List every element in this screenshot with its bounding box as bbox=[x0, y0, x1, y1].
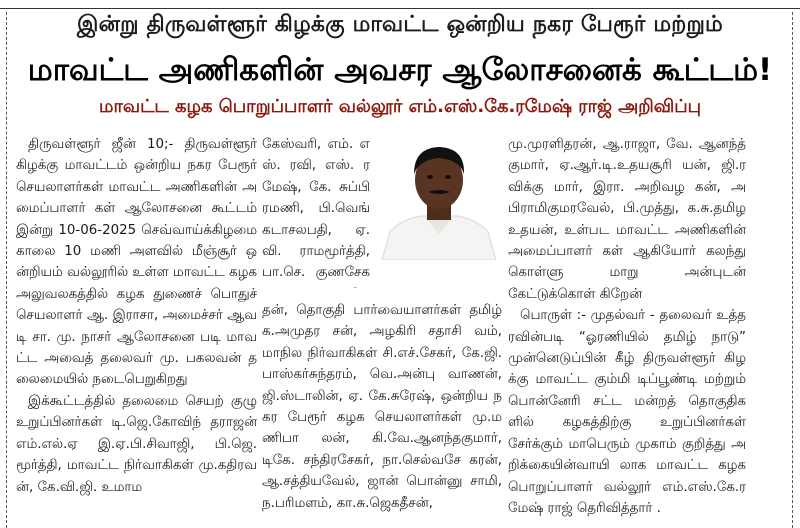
subheadline: மாவட்ட கழக பொறுப்பாளர் வல்லூர் எம்.எஸ்.கே.ரமேஷ் ராஜ் அறிவிப்பு bbox=[98, 96, 702, 117]
clipping-top-border bbox=[0, 0, 800, 9]
article-column-1 bbox=[16, 134, 257, 528]
headline: மாவட்ட அணிகளின் அவசர ஆலோசனைக் கூட்டம்! bbox=[27, 52, 773, 88]
left-eye bbox=[427, 175, 433, 179]
portrait-photo bbox=[376, 134, 502, 260]
article-column-2-top bbox=[262, 134, 370, 288]
article-column-2-bottom bbox=[262, 300, 502, 528]
col1-paragraph-2: இக்கூட்டத்தில் தலைமை செயற் குழு உறுப்பினர்கள் டி.ஜெ.கோவிந் தராஜன் எம்.எல்.ஏ இ.ஏ.பி.சிவாஜி, பி.ஜெ.மூர்த்தி, மாவட்ட நிர்வாகிகள் மு.கதிரவன், கே.வி.ஜி. உமாம bbox=[16, 393, 257, 495]
article-column-3 bbox=[508, 134, 746, 528]
col2-paragraph-bottom: தன், தொகுதி பார்வையாளர்கள் தமிழ் க.அமுதர சன், அழகிரி சதாசி வம், மாநில நிர்வாகிகள் சி.எச்.சேகர், கே.ஜி.பாஸ்கர்சுந்தரம், வெ.அன்பு வாணன், ஜி.ஸ்டாலின், ஏ. கே.சுரேஷ், ஒன்றிய நகர பேரூர் கழக செயலாளர்கள் மு.மணிபா லன், கி.வே.ஆனந்தகுமார், டிகே. சந்திரசேகர், நா.செல்வசே கரன், ஆ.சத்தியவேல், ஜான் பொன்னு சாமி, ந.பரிமளம், கா.சு.ஜெகதீசன், bbox=[262, 303, 502, 511]
col1-paragraph-1: திருவள்ளூர் ஜீன் 10;- திருவள்ளூர் கிழக்கு மாவட்டம் ஒன்றிய நகர பேரூர் செயலாளர்கள் மாவட்ட அணிகளின் அமைப்பாளர் கள் ஆலோசனை கூட்டம் இன்று 10-06-2025 செவ்வாய்க்கிழமை காலை 10 மணி அளவில் மீஞ்சூர் ஒன்றியம் வல்லூரில் உள்ள மாவட்ட கழக அலுவலகத்தில் கழக துணைச் பொதுச் செயலாளர் ஆ. இராசா, அமைச்சர் ஆவடி சா. மு. நாசர் ஆலோசனை படி மாவட்ட அவைத் தலைவர் மு. பகலவன் தலைமையில் நடைபெறுகிறது bbox=[16, 137, 257, 388]
col3-paragraph-1: மு.முரளிதரன், ஆ.ராஜா, வே. ஆனந்த் குமார், ஏ.ஆர்.டி.உதயசூரி யன், ஜி.ரவிக்கு மார், இரா. அறிவழ கன், அபிராமிகுமரவேல், பி.முத்து, க.சு.தமிழ உதயன், உள்பட மாவட்ட அணிகளின் அமைப்பாளர் கள் ஆகியோர் கலந்து கொள்ளு மாறு அன்புடன் கேட்டுக்கொள் கிறேன் bbox=[508, 137, 746, 302]
col2-paragraph-top: கேஸ்வரி, எம். எஸ். ரவி, எஸ். ரமேஷ், கே. சுப்பி ரமணி, பி.வெங் கடாசலபதி, ஏ.வி. ராமமூர்த்தி, பா.செ. குணசேக bbox=[262, 137, 370, 281]
right-eye bbox=[445, 175, 451, 179]
col3-paragraph-2: பொருள் :- முதல்வர் - தலைவர் உத்தரவின்படி “ஓரணியில் தமிழ் நாடு” முன்னெடுப்பின் கீழ் திருவள்ளூர் கிழக்கு மாவட்ட கும்மி டிப்பூண்டி மற்றும் பொன்னேரி சட்ட மன்றத் தொகுதிகளில் கழகத்திற்கு உறுப்பினர்கள் சேர்க்கும் மாபெரும் முகாம் குறித்து அறிக்கையின்வாயி லாக மாவட்ட கழக பொறுப்பாளர் வல்லூர் எம்.எஸ்.கே.ரமேஷ் ராஜ் தெரிவித்தார் . bbox=[508, 308, 746, 516]
kicker-line: இன்று திருவள்ளூர் கிழக்கு மாவட்ட ஒன்றிய நகர பேரூர் மற்றும் bbox=[77, 12, 723, 37]
